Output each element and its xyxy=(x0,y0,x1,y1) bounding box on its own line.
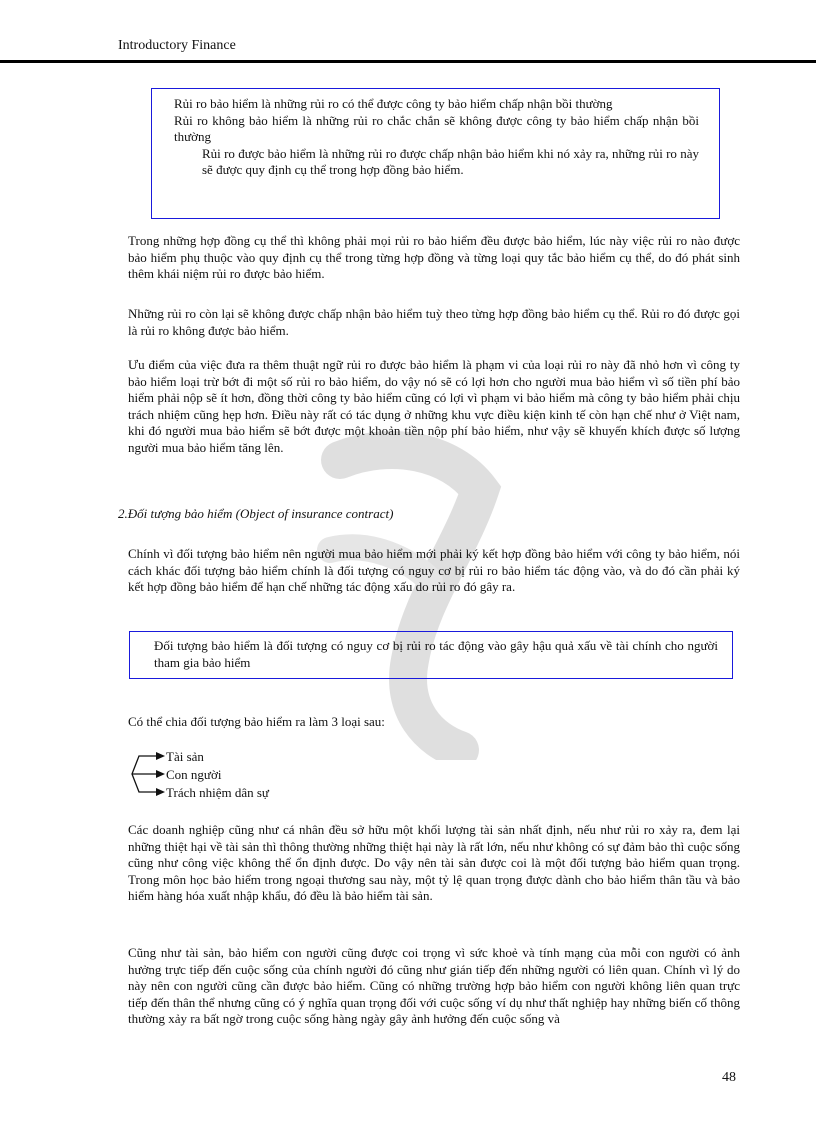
header-title: Introductory Finance xyxy=(118,38,236,53)
paragraph-6: Các doanh nghiệp cũng như cá nhân đều sở hữu một khối lượng tài sản nhất định, nếu như rủi ro xảy ra, đem lại những thiệt hại về tài sản thì thông thường những thiệt hại này là rất lớn, nếu như không có sự đảm bảo thì cuộc sống cũng như công việc không thể ổn định được. Do vậy nên tài sản được coi là một đối tượng bảo hiểm quan trọng. Trong môn học bảo hiểm trong ngoại thương sau này, một tỷ lệ quan trọng được dành cho bảo hiểm thân tầu và bảo hiểm hàng hóa xuất nhập khẩu, đó đều là bảo hiểm tài sản. xyxy=(128,822,740,904)
paragraph-4: Chính vì đối tượng bảo hiểm nên người mua bảo hiểm mới phải ký kết hợp đồng bảo hiểm với công ty bảo hiểm, nói cách khác đối tượng bảo hiểm chính là đối tượng có nguy cơ bị rủi ro bảo hiểm tác động vào, và do đó cần phải ký kết hợp đồng bảo hiểm để hạn chế những tác động xấu do rủi ro đó gây ra. xyxy=(128,546,740,595)
category-people: Con người xyxy=(166,767,222,782)
header-rule xyxy=(0,60,816,63)
definition-insurable-risk: Rủi ro bảo hiểm là những rủi ro có thể được công ty bảo hiểm chấp nhận bồi thường xyxy=(174,96,613,111)
paragraph-2: Những rủi ro còn lại sẽ không được chấp nhận bảo hiểm tuỳ theo từng hợp đồng bảo hiểm cụ thể. Rủi ro đó được gọi là rủi ro không được bảo hiểm. xyxy=(128,306,740,338)
page-number: 48 xyxy=(722,1070,736,1085)
category-property: Tài sản xyxy=(166,749,204,764)
paragraph-5: Có thể chia đối tượng bảo hiểm ra làm 3 loại sau: xyxy=(128,714,385,729)
section-heading: 2.Đối tượng bảo hiểm (Object of insurance contract) xyxy=(118,506,394,521)
paragraph-3: Ưu điểm của việc đưa ra thêm thuật ngữ rủi ro được bảo hiểm là phạm vi của loại rủi ro này đã nhỏ hơn vì công ty bảo hiểm loại trừ bớt đi một số rủi ro bảo hiểm, do vậy nó sẽ có lợi hơn cho người mua bảo hiểm vì số tiền phí bảo hiểm phải nộp sẽ ít hơn, đồng thời công ty bảo hiểm cũng có lợi vì phạm vi bảo hiểm mà công ty bảo hiểm phải chịu trách nhiệm cũng hẹp hơn. Điều này rất có tác dụng ở những khu vực điều kiện kinh tế còn hạn chế như ở Việt nam, khi đó người mua bảo hiểm sẽ bớt được một khoản tiền nộp phí bảo hiểm, như vậy sẽ khuyến khích được số lượng người mua bảo hiểm tăng lên. xyxy=(128,357,740,455)
paragraph-1: Trong những hợp đồng cụ thể thì không phải mọi rủi ro bảo hiểm đều được bảo hiểm, lúc này việc rủi ro nào được bảo hiểm phụ thuộc vào quy định cụ thể trong từng hợp đồng và từng loại quy tắc bảo hiểm cụ thể, do đó phát sinh thêm khái niệm rủi ro được bảo hiểm. xyxy=(128,233,740,282)
paragraph-7: Cũng như tài sản, bảo hiểm con người cũng được coi trọng vì sức khoẻ và tính mạng của mỗi con người có ảnh hưởng trực tiếp đến cuộc sống của chính người đó cũng như gián tiếp đến những người có liên quan. Chính vì lý do này nên con người cũng cần được bảo hiểm. Cũng có những trường hợp bảo hiểm con người không liên quan trực tiếp đến thân thể nhưng cũng có ý nghĩa quan trọng đối với cuộc sống ví dụ như thất nghiệp hay những biến cố thông thường xảy ra bất ngờ trong cuộc sống hàng ngày gây ảnh hưởng đến cuộc sống và xyxy=(128,945,740,1027)
bracket-arrows xyxy=(130,747,170,801)
definition-box-insured-object xyxy=(129,631,733,679)
definition-box-risk-types xyxy=(151,88,720,219)
category-civil-liability: Trách nhiệm dân sự xyxy=(166,785,269,800)
definition-insured-risk: Rủi ro được bảo hiểm là những rủi ro được chấp nhận bảo hiểm khi nó xảy ra, những rủi ro này sẽ được quy định cụ thể trong hợp đồng bảo hiểm. xyxy=(202,145,699,178)
definition-uninsurable-risk: Rủi ro không bảo hiểm là những rủi ro chắc chắn sẽ không được công ty bảo hiểm chấp nhận bồi thường xyxy=(174,112,699,145)
definition-insured-object: Đối tượng bảo hiểm là đối tượng có nguy cơ bị rủi ro tác động vào gây hậu quả xấu về tài chính cho người tham gia bảo hiểm xyxy=(154,638,718,670)
